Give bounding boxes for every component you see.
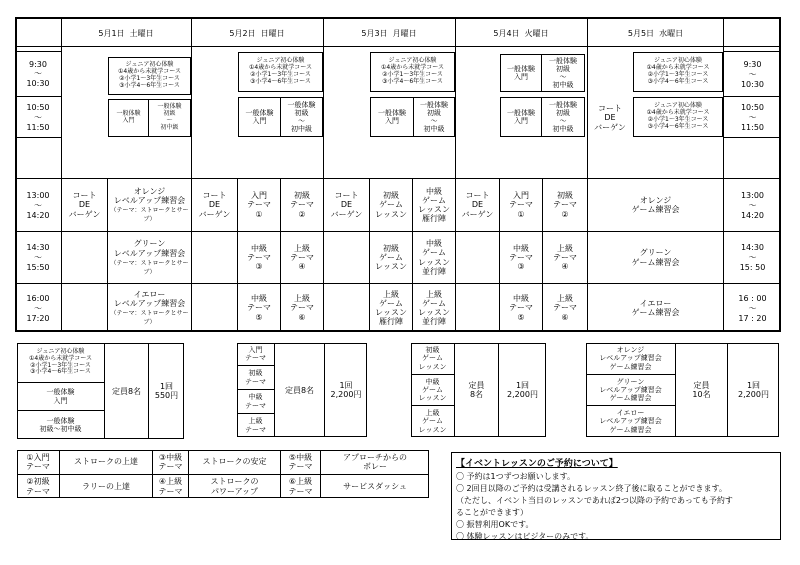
col-line (61, 17, 62, 332)
time-end: 14:20 (26, 210, 50, 220)
price-item: グリーン レベルアップ練習会 ゲーム練習会 (586, 375, 676, 406)
time-end: 17 : 20 (738, 313, 767, 323)
time-sep: ～ (748, 69, 757, 79)
time-slot-3 (15, 179, 61, 231)
price: 1回 2,200円 (330, 380, 362, 399)
price-item: 入門 テーマ (237, 343, 275, 366)
trial-beginner[interactable]: 一般体験 入門 (500, 54, 541, 92)
capacity: 定員 8名 (455, 343, 499, 437)
theme-2[interactable]: 初級 テーマ ② (553, 191, 577, 219)
notice-title: 【イベントレッスンのご予約について】 (456, 459, 618, 469)
day-header-3 (324, 19, 454, 47)
time-slot-right-2 (724, 97, 781, 137)
price-item: 上級 ゲーム レッスン (411, 406, 455, 437)
yellow-levelup-theme: （テーマ：ストロークとサーブ） (110, 310, 189, 327)
legend-desc-1: ストロークの上達 (74, 457, 138, 467)
day-date: 5月2日 (229, 28, 256, 38)
intermediate-game-parallel[interactable]: 中級 ゲーム レッスン 並行陣 (418, 239, 450, 276)
trial-beginner[interactable]: 一般体験 入門 (500, 97, 541, 137)
green-levelup-theme: （テーマ：ストロークとサーブ） (110, 259, 189, 276)
green-game-practice[interactable]: グリーン ゲーム練習会 (631, 248, 680, 267)
theme-1[interactable]: 入門 テーマ ① (509, 191, 533, 219)
trial-intermediate[interactable]: 一般体験 初級 ～ 初中級 (541, 97, 585, 137)
notice-line: 〇 体験レッスンはビジターのみです。 (456, 532, 594, 541)
col-line (323, 17, 324, 332)
row-line (15, 137, 62, 138)
notice-line: ることができます） (456, 508, 528, 517)
time-slot-4 (15, 232, 61, 283)
notice-line: 〇 予約は1つずつお願いします。 (456, 472, 575, 481)
day-header-5 (588, 19, 723, 47)
time-start: 13:00 (26, 190, 50, 200)
advanced-game-parallel[interactable]: 上級 ゲーム レッスン 並行陣 (418, 289, 450, 327)
yellow-levelup[interactable] (108, 284, 191, 332)
price-item: 初級 ゲーム レッスン (411, 343, 455, 375)
legend-num-2: ②初級 テーマ (26, 477, 50, 496)
time-start: 9:30 (29, 60, 47, 70)
time-sep: ～ (748, 303, 757, 313)
court-de-bargain[interactable]: コート DE バーゲン (192, 179, 238, 231)
legend-desc-3: ストロークの安定 (202, 457, 267, 467)
theme-3[interactable]: 中級 テーマ ③ (247, 243, 271, 272)
legend-num-6: ⑥上級 テーマ (288, 477, 313, 496)
theme-3[interactable]: 中級 テーマ ③ (509, 243, 533, 272)
notice-line: 〇 振替利用OKです。 (456, 520, 534, 529)
junior-lesson[interactable]: ジュニア初心体験 ①4歳から未就学コース ②小学1～3年生コース ③小学4～6年生コース (633, 97, 723, 137)
col-line (191, 17, 192, 332)
court-de-bargain[interactable]: コート DE バーゲン (594, 104, 626, 132)
legend-desc-6: サービスダッシュ (343, 481, 407, 491)
time-sep: ～ (34, 112, 42, 122)
legend-desc-2: ラリーの上達 (82, 481, 130, 491)
theme-6[interactable]: 上級 テーマ ⑥ (290, 294, 314, 322)
price-item: 中級 テーマ (237, 390, 275, 414)
day-dow: 月曜日 (392, 28, 417, 38)
time-start: 16:00 (26, 293, 50, 303)
intermediate-game-echelon[interactable]: 中級 ゲーム レッスン 雁行陣 (418, 186, 450, 224)
price-item: オレンジ レベルアップ練習会 ゲーム練習会 (586, 343, 676, 375)
day-date: 5月5日 (627, 28, 655, 38)
time-sep: ～ (34, 69, 42, 79)
time-slot-right-4 (724, 232, 781, 283)
time-end: 10:30 (26, 78, 50, 88)
day-dow: 水曜日 (659, 28, 684, 38)
price-item: 初級 テーマ (237, 366, 275, 390)
row-line (723, 137, 781, 138)
time-sep: ～ (748, 112, 757, 122)
beginner-game-lesson[interactable]: 初級 ゲーム レッスン (375, 191, 407, 219)
theme-4[interactable]: 上級 テーマ ④ (290, 243, 314, 272)
reservation-notice (451, 452, 781, 540)
capacity: 定員 10名 (676, 343, 728, 437)
time-end: 11:50 (26, 122, 50, 132)
capacity: 定員8名 (275, 343, 325, 437)
day-date: 5月1日 (98, 28, 125, 38)
price-trial-beginner: 一般体験 入門 (17, 383, 105, 411)
court-de-bargain[interactable]: コート DE バーゲン (456, 179, 500, 231)
price-item: イエロー レベルアップ練習会 ゲーム練習会 (586, 406, 676, 437)
time-end: 15:50 (26, 263, 50, 272)
orange-levelup[interactable] (108, 179, 191, 231)
trial-beginner[interactable]: 一般体験 入門 (238, 97, 280, 137)
time-start: 14:30 (26, 243, 50, 252)
col-line (455, 17, 456, 332)
legend-num-3: ③中級 テーマ (158, 452, 183, 471)
theme-5[interactable]: 中級 テーマ ⑤ (247, 294, 271, 322)
day-header-4 (456, 19, 586, 47)
time-start: 16 : 00 (738, 293, 767, 303)
theme-1[interactable]: 入門 テーマ ① (247, 191, 271, 219)
junior-lesson[interactable]: ジュニア初心体験 ①4歳から未就学コース ②小学1～3年生コース ③小学4～6年生コース (238, 52, 323, 92)
legend-num-1: ①入門 テーマ (26, 452, 50, 471)
green-levelup[interactable] (108, 232, 191, 283)
day-date: 5月3日 (361, 28, 388, 38)
trial-intermediate[interactable]: 一般体験 初級 ～ 初中級 (413, 97, 455, 137)
time-slot-right-5 (724, 284, 781, 332)
price: 1回 550円 (154, 381, 179, 400)
time-start: 9:30 (743, 59, 762, 69)
green-levelup-title: グリーン レベルアップ練習会 (113, 239, 186, 258)
time-end: 15: 50 (739, 263, 766, 272)
trial-intermediate[interactable]: 一般体験 初級 ～ 初中級 (541, 54, 585, 92)
day-dow: 日曜日 (260, 28, 285, 38)
time-end: 14:20 (740, 210, 765, 220)
price-junior: ジュニア初心体験 ①4歳から未就学コース ②小学1～3年生コース ③小学4～6年生コース (17, 343, 105, 383)
notice-line: （ただし、イベント当日のレッスンであれば2つ以降の予約であっても予約す (456, 496, 733, 505)
theme-5[interactable]: 中級 テーマ ⑤ (509, 294, 533, 322)
court-de-bargain[interactable]: コート DE バーゲン (62, 179, 108, 231)
orange-levelup-theme: （テーマ：ストロークとサーブ） (110, 207, 189, 224)
time-slot-5 (15, 284, 61, 332)
yellow-levelup-title: イエロー レベルアップ練習会 (113, 289, 186, 308)
advanced-game-echelon[interactable]: 上級 ゲーム レッスン 雁行陣 (375, 289, 407, 327)
orange-levelup-title: オレンジ レベルアップ練習会 (113, 186, 186, 205)
time-start: 13:00 (740, 190, 765, 200)
time-sep: ～ (748, 253, 757, 262)
price-trial-intermediate: 一般体験 初級～初中級 (17, 411, 105, 439)
beginner-game-lesson[interactable]: 初級 ゲーム レッスン (375, 243, 407, 272)
day-header-1 (62, 19, 190, 47)
time-sep: ～ (34, 253, 42, 262)
time-end: 10:30 (740, 79, 765, 89)
time-end: 11:50 (740, 122, 765, 132)
time-start: 10:50 (26, 102, 50, 112)
legend-num-4: ④上級 テーマ (158, 477, 183, 496)
price-item: 中級 ゲーム レッスン (411, 375, 455, 406)
yellow-game-practice[interactable]: イエロー ゲーム練習会 (631, 298, 680, 317)
day-dow: 土曜日 (129, 28, 154, 38)
notice-line: 〇 2回目以降のご予約は受講されるレッスン終了後に取ることができます。 (456, 484, 727, 493)
time-start: 14:30 (740, 243, 765, 252)
trial-intermediate[interactable]: 一般体験 初級 ～ 初中級 (148, 99, 191, 137)
theme-6[interactable]: 上級 テーマ ⑥ (553, 294, 577, 322)
time-sep: ～ (748, 200, 757, 210)
time-end: 17:20 (26, 313, 50, 323)
capacity: 定員8名 (105, 343, 149, 439)
day-header-2 (192, 19, 322, 47)
theme-4[interactable]: 上級 テーマ ④ (553, 243, 577, 272)
time-sep: ～ (34, 200, 42, 210)
day-date: 5月4日 (493, 28, 520, 38)
time-sep: ～ (34, 303, 42, 313)
time-slot-2 (15, 97, 61, 137)
price: 1回 2,200円 (738, 380, 769, 399)
legend-desc-4: ストロークの パワーアップ (210, 477, 259, 496)
legend-desc-5: アプローチからの ボレー (343, 452, 407, 471)
trial-intermediate[interactable]: 一般体験 初級 ～ 初中級 (280, 97, 323, 137)
time-slot-1 (15, 52, 61, 96)
orange-game-practice[interactable]: オレンジ ゲーム練習会 (631, 195, 680, 214)
legend-num-5: ⑤中級 テーマ (288, 452, 313, 471)
time-slot-right-3 (724, 179, 781, 231)
court-de-bargain[interactable]: コート DE バーゲン (324, 179, 370, 231)
price-item: 上級 テーマ (237, 414, 275, 437)
trial-beginner[interactable]: 一般体験 入門 (108, 99, 148, 137)
time-start: 10:50 (740, 102, 765, 112)
junior-lesson[interactable]: ジュニア初心体験 ①4歳から未就学コース ②小学1～3年生コース ③小学4～6年生コース (370, 52, 455, 92)
trial-beginner[interactable]: 一般体験 入門 (370, 97, 413, 137)
theme-2[interactable]: 初級 テーマ ② (290, 191, 314, 219)
day-dow: 火曜日 (524, 28, 549, 38)
time-slot-right-1 (724, 52, 781, 96)
junior-lesson[interactable]: ジュニア初心体験 ①4歳から未就学コース ②小学1～3年生コース ③小学4～6年生コース (633, 52, 723, 92)
price: 1回 2,200円 (507, 380, 538, 399)
junior-lesson[interactable]: ジュニア初心体験 ①4歳から未就学コース ②小学1～3年生コース ③小学4～6年生コース (108, 57, 191, 95)
